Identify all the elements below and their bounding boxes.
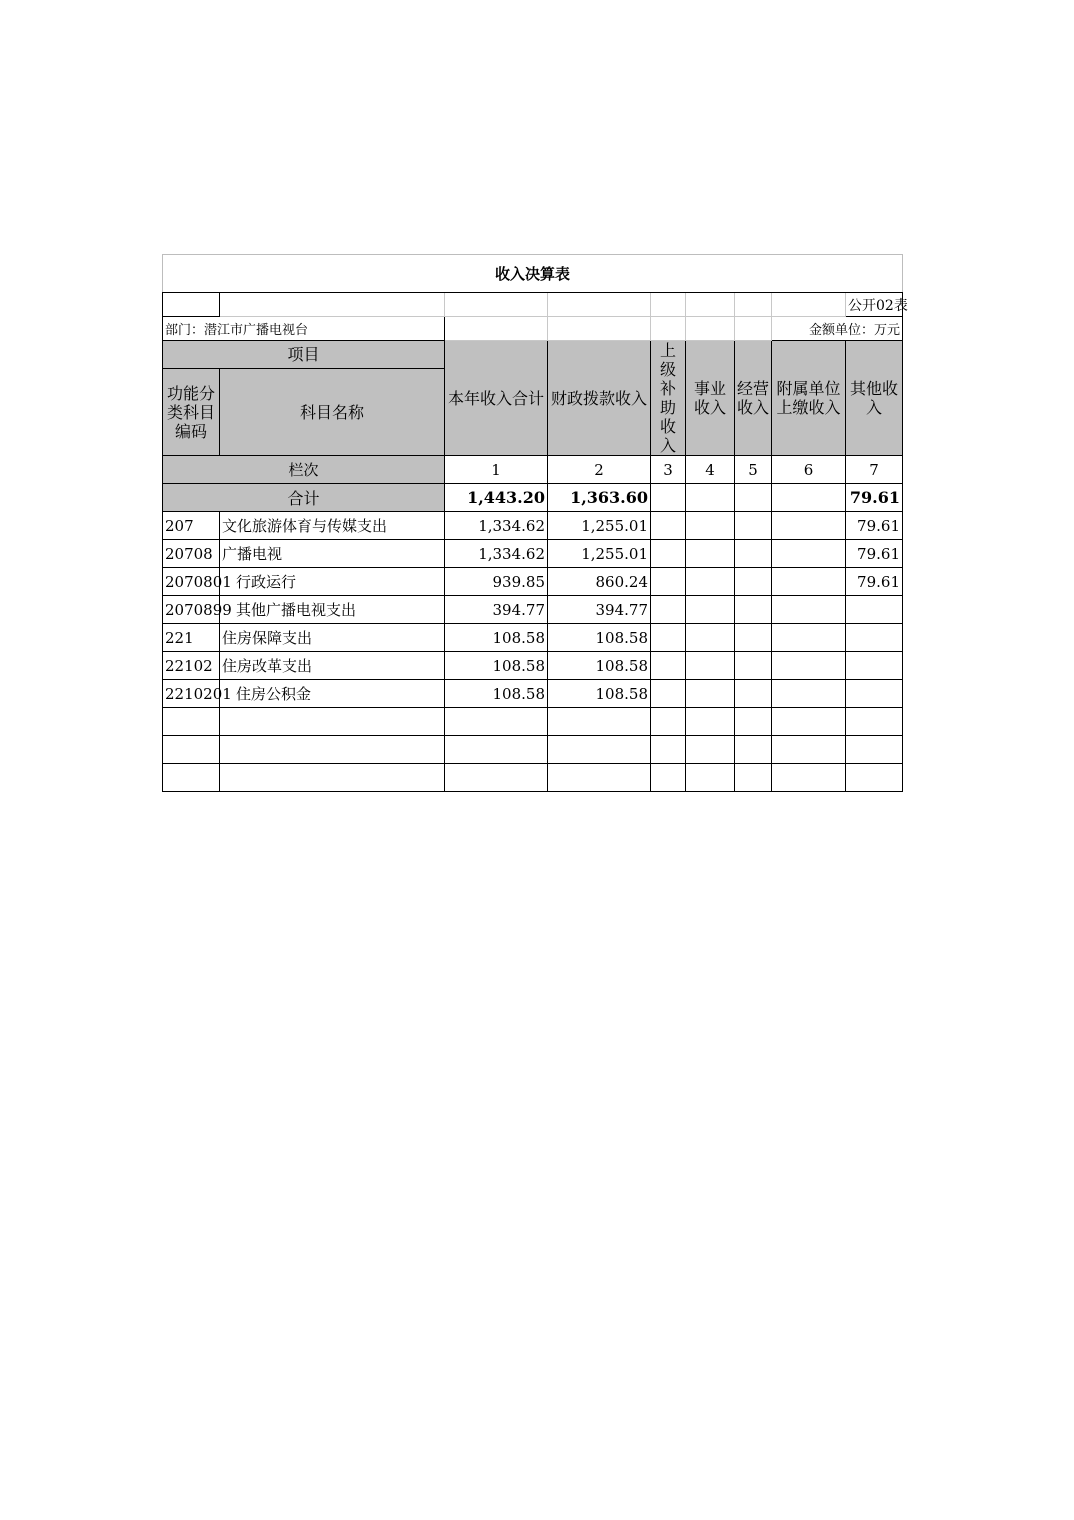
row-value: 394.77 bbox=[548, 596, 651, 624]
row-value bbox=[772, 680, 846, 708]
row-value bbox=[846, 624, 903, 652]
unit-label: 金额单位：万元 bbox=[772, 317, 903, 341]
table-row bbox=[163, 652, 903, 680]
column-number: 1 bbox=[445, 456, 548, 484]
row-value bbox=[735, 512, 772, 540]
row-value bbox=[735, 540, 772, 568]
total-value: 1,363.60 bbox=[548, 484, 651, 512]
row-value bbox=[686, 512, 735, 540]
row-value: 1,334.62 bbox=[445, 540, 548, 568]
empty-row bbox=[163, 708, 903, 736]
row-value: 108.58 bbox=[548, 680, 651, 708]
income-statement-sheet bbox=[162, 254, 908, 794]
total-value bbox=[686, 484, 735, 512]
row-value: 79.61 bbox=[846, 540, 903, 568]
row-value: 79.61 bbox=[846, 512, 903, 540]
row-value bbox=[772, 540, 846, 568]
row-value bbox=[735, 596, 772, 624]
row-value bbox=[772, 624, 846, 652]
header-col1: 本年收入合计 bbox=[445, 341, 548, 456]
row-value bbox=[735, 680, 772, 708]
total-value bbox=[772, 484, 846, 512]
row-value: 108.58 bbox=[445, 680, 548, 708]
column-number: 4 bbox=[686, 456, 735, 484]
header-col4: 事业收入 bbox=[686, 341, 735, 456]
row-value bbox=[651, 596, 686, 624]
column-number: 7 bbox=[846, 456, 903, 484]
row-value bbox=[651, 624, 686, 652]
header-project: 项目 bbox=[163, 341, 445, 369]
column-number: 2 bbox=[548, 456, 651, 484]
column-number: 6 bbox=[772, 456, 846, 484]
row-value bbox=[686, 624, 735, 652]
table-row bbox=[163, 596, 903, 624]
page-title: 收入决算表 bbox=[163, 255, 903, 293]
row-value bbox=[846, 680, 903, 708]
row-value: 860.24 bbox=[548, 568, 651, 596]
row-code: 221 bbox=[163, 624, 220, 652]
row-name: 广播电视 bbox=[220, 540, 445, 568]
form-number: 公开02表 bbox=[846, 293, 903, 317]
header-code: 功能分类科目编码 bbox=[163, 369, 220, 456]
row-code: 207 bbox=[163, 512, 220, 540]
table-row bbox=[163, 512, 903, 540]
total-label: 合计 bbox=[163, 484, 445, 512]
table-row bbox=[163, 624, 903, 652]
header-col6: 附属单位上缴收入 bbox=[772, 341, 846, 456]
row-value: 1,255.01 bbox=[548, 512, 651, 540]
row-value bbox=[651, 540, 686, 568]
total-value: 1,443.20 bbox=[445, 484, 548, 512]
row-value bbox=[651, 652, 686, 680]
row-value: 939.85 bbox=[445, 568, 548, 596]
row-value: 108.58 bbox=[445, 624, 548, 652]
column-number-label: 栏次 bbox=[163, 456, 445, 484]
row-value bbox=[686, 596, 735, 624]
row-value bbox=[735, 624, 772, 652]
row-value: 1,334.62 bbox=[445, 512, 548, 540]
empty-row bbox=[163, 736, 903, 764]
row-value bbox=[651, 512, 686, 540]
column-number: 3 bbox=[651, 456, 686, 484]
row-value: 79.61 bbox=[846, 568, 903, 596]
column-number: 5 bbox=[735, 456, 772, 484]
row-value bbox=[735, 652, 772, 680]
row-name: 行政运行 bbox=[220, 568, 445, 596]
row-code: 22102 bbox=[163, 652, 220, 680]
row-value: 108.58 bbox=[445, 652, 548, 680]
row-value bbox=[735, 568, 772, 596]
row-value: 394.77 bbox=[445, 596, 548, 624]
row-value bbox=[772, 652, 846, 680]
header-col2: 财政拨款收入 bbox=[548, 341, 651, 456]
department-label: 部门：潜江市广播电视台 bbox=[163, 317, 445, 341]
table-row bbox=[163, 540, 903, 568]
row-value bbox=[772, 568, 846, 596]
row-value bbox=[686, 652, 735, 680]
row-value bbox=[846, 596, 903, 624]
total-value bbox=[651, 484, 686, 512]
row-value bbox=[686, 540, 735, 568]
income-statement-table bbox=[162, 254, 908, 792]
row-value bbox=[651, 568, 686, 596]
row-name: 文化旅游体育与传媒支出 bbox=[220, 512, 445, 540]
row-name: 住房改革支出 bbox=[220, 652, 445, 680]
row-value: 108.58 bbox=[548, 652, 651, 680]
header-col5: 经营收入 bbox=[735, 341, 772, 456]
total-value bbox=[735, 484, 772, 512]
row-code: 20708 bbox=[163, 540, 220, 568]
row-name: 住房保障支出 bbox=[220, 624, 445, 652]
row-value bbox=[651, 680, 686, 708]
total-value: 79.61 bbox=[846, 484, 903, 512]
row-value bbox=[772, 512, 846, 540]
row-name: 住房公积金 bbox=[220, 680, 445, 708]
total-row bbox=[163, 484, 903, 512]
row-code: 2210201 bbox=[163, 680, 220, 708]
table-row bbox=[163, 680, 903, 708]
empty-row bbox=[163, 764, 903, 792]
row-value: 108.58 bbox=[548, 624, 651, 652]
header-name: 科目名称 bbox=[220, 369, 445, 456]
header-col3: 上级补助收入 bbox=[651, 341, 686, 456]
row-value bbox=[686, 568, 735, 596]
row-code: 2070899 bbox=[163, 596, 220, 624]
row-value bbox=[772, 596, 846, 624]
table-row bbox=[163, 568, 903, 596]
row-name: 其他广播电视支出 bbox=[220, 596, 445, 624]
header-col7: 其他收入 bbox=[846, 341, 903, 456]
row-value: 1,255.01 bbox=[548, 540, 651, 568]
row-value bbox=[686, 680, 735, 708]
row-code: 2070801 bbox=[163, 568, 220, 596]
row-value bbox=[846, 652, 903, 680]
